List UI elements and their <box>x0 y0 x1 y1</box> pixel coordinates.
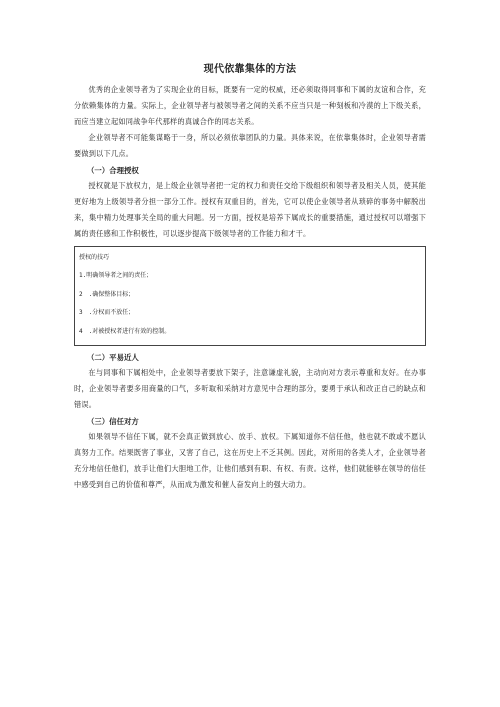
document-title: 现代依靠集体的方法 <box>203 64 297 75</box>
tips-box-title: 授权的技巧 <box>79 254 110 261</box>
tips-list-item: 1.明确领导者之间的责任； <box>79 272 153 279</box>
tips-list-item: 3 .分权而不放任； <box>79 309 135 316</box>
section-paragraph-trust: 如果领导不信任下属，就不会真正做到放心、放手、放权。下属知道你不信任他，他也就不敢或不愿认真努力工作。结果既害了事业，又害了自己，这在历史上不乏其例。因此，对所用的各类人才，企业领导者充分地信任他们，放手让他们大胆地工作，让他们感到有职、有权、有责。这样，他们就能够在领导的信任中感受到自己的价值和尊严，从而成为激发和催人奋发向上的强大动力。 <box>74 432 426 489</box>
section-paragraph-delegation: 授权就是下放权力，是上级企业领导者把一定的权力和责任交给下级组织和领导者及相关人员，使其能更好地为上级领导者分担一部分工作。授权有双重目的，首先，它可以使企业领导者从琐碎的事务中解脱出来，集中精力处理事关全局的重大问题。另一方面，授权是培养下属成长的重要措施，通过授权可以增强下属的责任感和工作积极性，可以逐步提高下级领导者的工作能力和才干。 <box>74 181 426 238</box>
tips-list-item: 2 .确保整体目标； <box>79 290 135 298</box>
section-heading-trust: （三）信任对方 <box>87 417 139 426</box>
delegation-tips-box <box>74 246 426 346</box>
section-paragraph-approachable: 在与同事和下属相处中，企业领导者要放下架子，注意谦虚礼貌，主动向对方表示尊重和友好。在办事时，企业领导者要多用商量的口气，多听取和采纳对方意见中合理的部分，要勇于承认和改正自己的缺点和错误。 <box>74 368 426 409</box>
section-heading-approachable: （二）平易近人 <box>87 353 139 362</box>
section-heading-delegation: （一）合理授权 <box>87 166 139 175</box>
intro-paragraph-1: 优秀的企业领导者为了实现企业的目标，既要有一定的权威，还必须取得同事和下属的友谊和合作，充分依赖集体的力量。实际上，企业领导者与被领导者之间的关系不应当只是一种刻板和冷漠的上下级关系，而应当建立起如同战争年代那样的真诚合作的同志关系。 <box>74 85 426 126</box>
intro-paragraph-2: 企业领导者不可能集谋略于一身，所以必须依靠团队的力量。具体来说，在依靠集体时，企业领导者需要做到以下几点。 <box>74 133 426 158</box>
tips-list-item: 4 .对被授权者进行有效的控制。 <box>79 327 171 335</box>
